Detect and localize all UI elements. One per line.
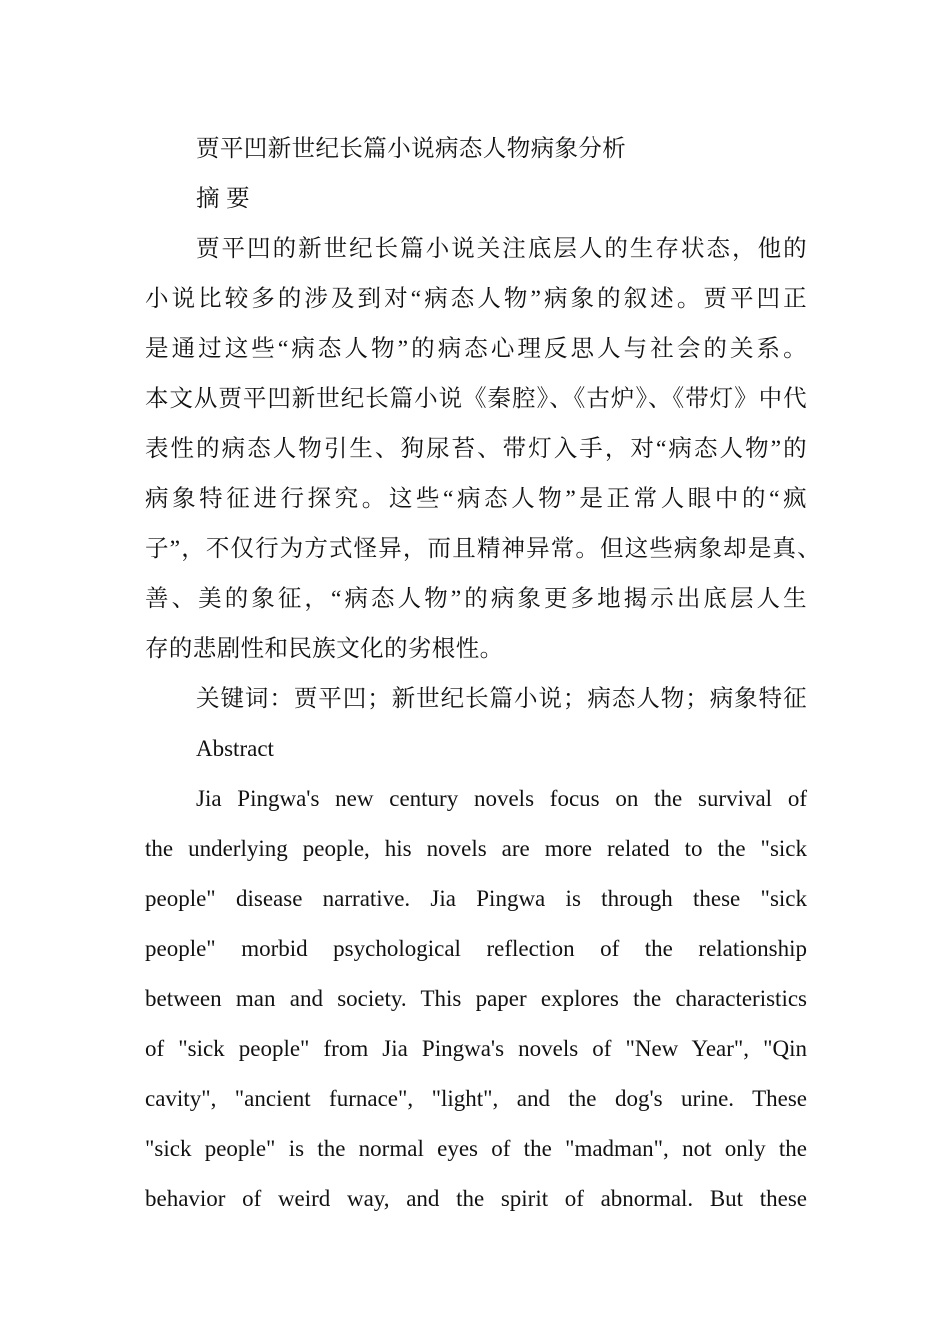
abstract-en-line: behavior of weird way, and the spirit of abnormal. But these	[145, 1186, 807, 1211]
abstract-en-line: of "sick people" from Jia Pingwa's novels of "New Year", "Qin	[145, 1036, 807, 1061]
abstract-cn-heading: 摘 要	[196, 186, 251, 212]
abstract-en-line: people" disease narrative. Jia Pingwa is through these "sick	[145, 886, 807, 911]
abstract-en-line: the underlying people, his novels are more related to the "sick	[145, 836, 807, 861]
abstract-cn-line: 子”，不仅行为方式怪异，而且精神异常。但这些病象却是真、	[145, 536, 821, 562]
abstract-en-line: "sick people" is the normal eyes of the "madman", not only the	[145, 1136, 807, 1161]
abstract-cn-line: 贾平凹的新世纪长篇小说关注底层人的生存状态，他的	[196, 236, 807, 262]
abstract-en-line: between man and society. This paper explores the characteristics	[145, 986, 807, 1011]
abstract-en-heading: Abstract	[196, 736, 274, 761]
abstract-cn-line: 本文从贾平凹新世纪长篇小说《秦腔》、《古炉》、《带灯》中代	[145, 386, 807, 412]
abstract-cn-line: 是通过这些“病态人物”的病态心理反思人与社会的关系。	[145, 336, 807, 362]
abstract-cn-line: 善、美的象征，“病态人物”的病象更多地揭示出底层人生	[145, 586, 807, 612]
abstract-en-line: Jia Pingwa's new century novels focus on the survival of	[196, 786, 807, 811]
keywords-cn: 关键词：贾平凹；新世纪长篇小说；病态人物；病象特征	[196, 686, 807, 712]
abstract-cn-line: 存的悲剧性和民族文化的劣根性。	[145, 636, 504, 662]
abstract-cn-line: 病象特征进行探究。这些“病态人物”是正常人眼中的“疯	[145, 486, 807, 512]
abstract-cn-line: 小说比较多的涉及到对“病态人物”病象的叙述。贾平凹正	[145, 286, 807, 312]
abstract-en-line: people" morbid psychological reflection of the relationship	[145, 936, 807, 961]
abstract-cn-line: 表性的病态人物引生、狗尿苔、带灯入手，对“病态人物”的	[145, 436, 807, 462]
paper-title: 贾平凹新世纪长篇小说病态人物病象分析	[196, 136, 627, 162]
abstract-en-line: cavity", "ancient furnace", "light", and the dog's urine. These	[145, 1086, 807, 1111]
